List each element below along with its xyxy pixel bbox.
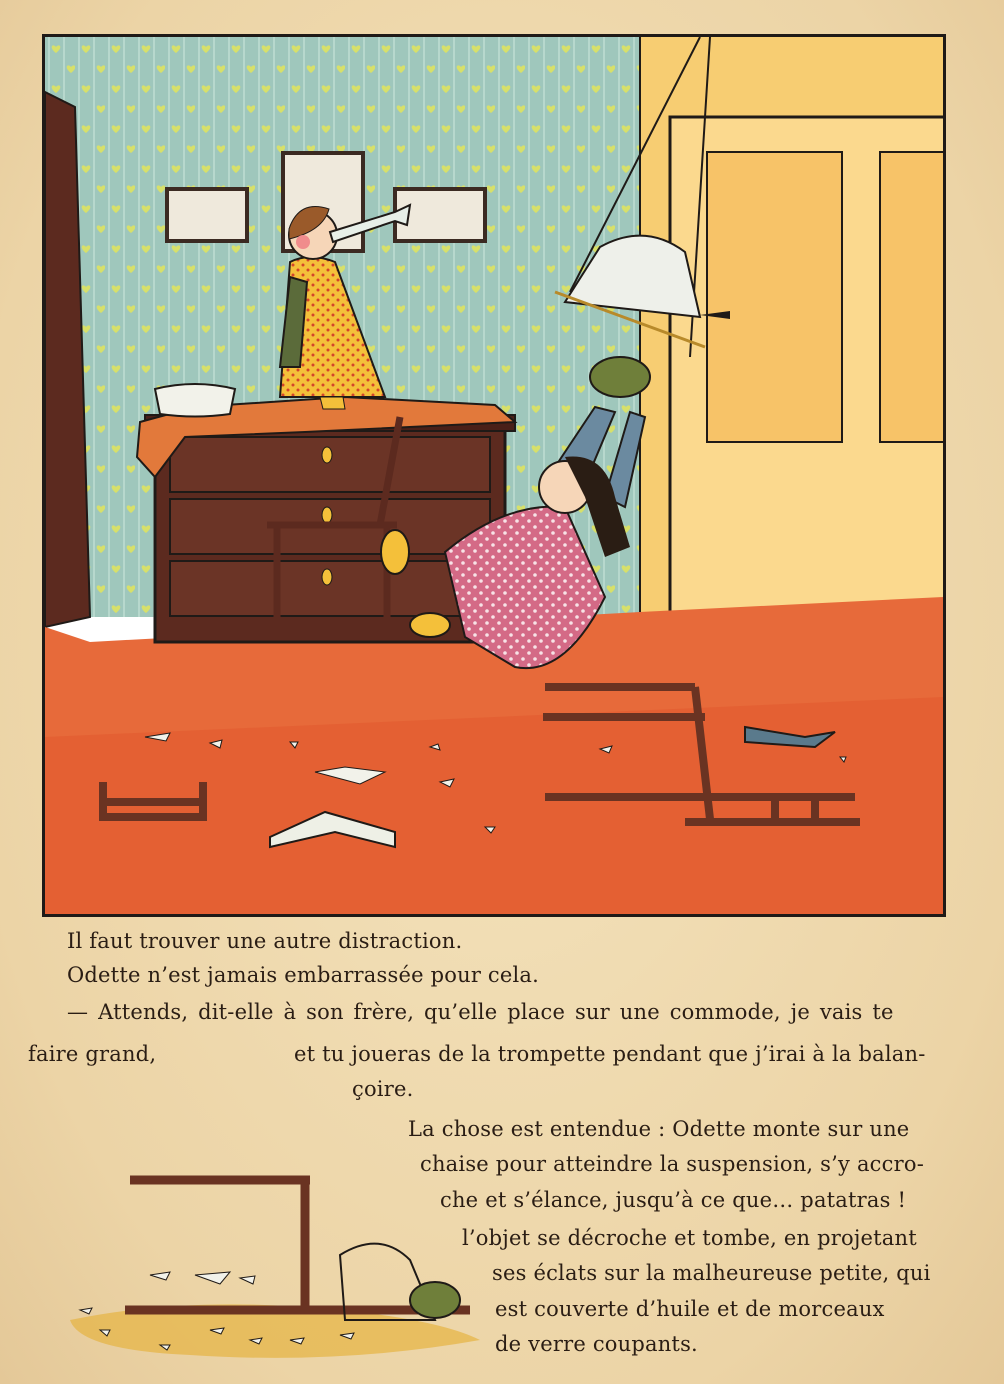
text-line-8: che et s’élance, jusqu’à ce que… patatras ! [440,1188,907,1212]
text-line-4a: faire grand, [28,1042,157,1066]
text-line-4b: et tu joueras de la trompette pendant que j’irai à la balan- [294,1042,926,1066]
fallen-lamp-vignette [40,1160,500,1370]
bowl [155,384,235,417]
text-line-12: de verre coupants. [495,1332,698,1356]
text-line-3: — Attends, dit-elle à son frère, qu’elle place sur une commode, je vais te [67,1000,894,1024]
text-line-10: ses éclats sur la malheureuse petite, qui [492,1261,931,1285]
text-line-11: est couverte d’huile et de morceaux [495,1297,885,1321]
text-line-7: chaise pour atteindre la suspension, s’y accro- [420,1152,924,1176]
room-scene [45,37,943,914]
text-line-2: Odette n’est jamais embarrassée pour cela. [67,963,540,987]
text-line-6: La chose est entendue : Odette monte sur une [408,1117,910,1141]
text-line-1: Il faut trouver une autre distraction. [67,929,463,953]
lamp-reservoir [410,1282,460,1318]
text-line-5: çoire. [352,1077,414,1101]
text-line-9: l’objet se décroche et tombe, en projetant [462,1226,917,1250]
picture-frame-left [167,189,247,241]
main-illustration [42,34,946,917]
